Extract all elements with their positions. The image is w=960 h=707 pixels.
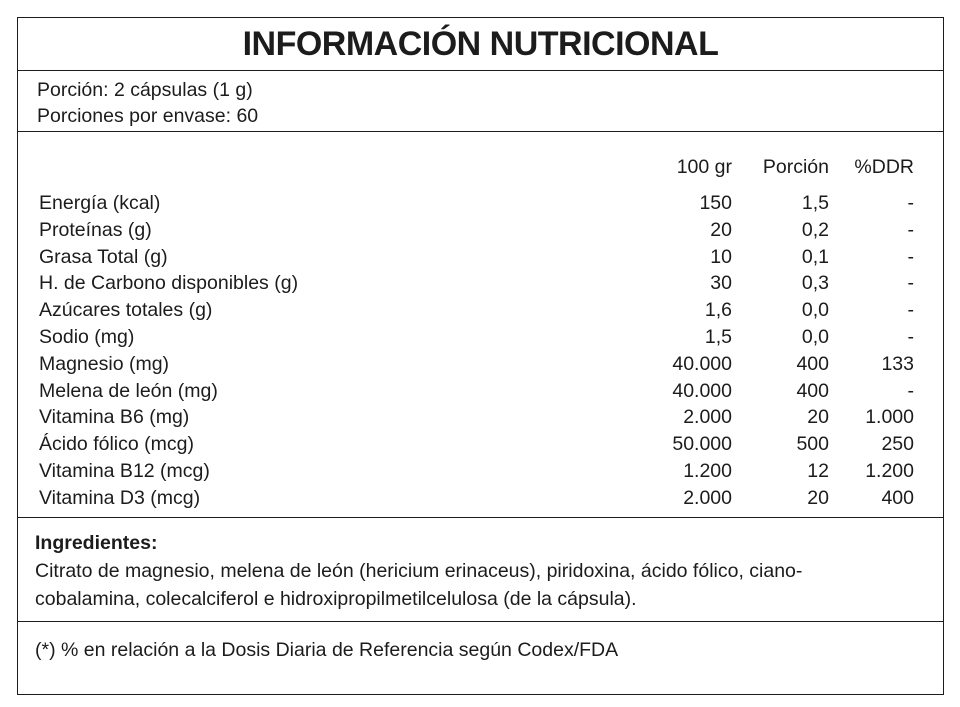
value-per-100gr: 1.200 <box>683 460 732 482</box>
title-row <box>18 18 943 71</box>
value-per-100gr: 30 <box>710 272 732 295</box>
value-per-portion: 400 <box>796 352 829 375</box>
nutrient-name: Grasa Total (g) <box>39 245 168 268</box>
nutrient-table <box>18 132 943 518</box>
value-ddr: 1.200 <box>865 460 914 482</box>
value-per-100gr: 50.000 <box>672 433 732 456</box>
value-ddr: - <box>907 272 914 295</box>
value-per-100gr: 40.000 <box>672 379 732 402</box>
value-per-100gr: 150 <box>699 192 732 214</box>
value-ddr: 250 <box>881 433 914 456</box>
value-per-100gr: 40.000 <box>672 352 732 375</box>
value-per-portion: 500 <box>796 433 829 456</box>
nutrient-name: Magnesio (mg) <box>39 352 170 375</box>
page-title: INFORMACIÓN NUTRICIONAL <box>242 24 719 63</box>
value-per-portion: 0,0 <box>801 299 829 322</box>
nutrient-name: Vitamina B6 (mg) <box>39 406 190 429</box>
value-ddr: - <box>907 379 914 402</box>
nutrient-name: Melena de león (mg) <box>39 379 218 402</box>
value-per-100gr: 10 <box>710 245 732 268</box>
value-per-portion: 0,2 <box>801 218 829 241</box>
value-ddr: - <box>907 299 914 322</box>
nutrient-name: Azúcares totales (g) <box>39 299 213 322</box>
value-ddr: 400 <box>881 486 914 509</box>
value-per-portion: 0,1 <box>801 245 829 268</box>
value-per-100gr: 2.000 <box>683 486 732 509</box>
ingredients-text-line-1: Citrato de magnesio, melena de león (hericium erinaceus), piridoxina, ácido fólico, ciano- <box>35 560 803 582</box>
servings-per-container: Porciones por envase: 60 <box>37 105 259 127</box>
nutrient-name: Vitamina D3 (mcg) <box>39 486 201 509</box>
nutrient-name: Ácido fólico (mcg) <box>39 433 194 456</box>
ingredients-section <box>18 518 943 622</box>
nutrient-name: Vitamina B12 (mcg) <box>39 460 210 482</box>
serving-info <box>18 71 943 132</box>
nutrient-name: Energía (kcal) <box>39 192 161 214</box>
value-ddr: - <box>907 218 914 241</box>
nutrient-name: Sodio (mg) <box>39 326 135 348</box>
value-ddr: 133 <box>881 352 914 375</box>
footnote: (*) % en relación a la Dosis Diaria de Referencia según Codex/FDA <box>35 639 619 661</box>
ingredients-text-line-2: cobalamina, colecalciferol e hidroxipropilmetilcelulosa (de la cápsula). <box>35 588 637 610</box>
value-per-portion: 0,3 <box>801 272 829 295</box>
value-per-portion: 12 <box>807 460 829 482</box>
value-per-100gr: 20 <box>710 218 732 241</box>
value-per-portion: 20 <box>807 486 829 509</box>
value-per-100gr: 1,6 <box>704 299 732 322</box>
value-ddr: 1.000 <box>865 406 914 429</box>
column-header-portion: Porción <box>762 156 829 178</box>
serving-size: Porción: 2 cápsulas (1 g) <box>37 79 253 101</box>
value-per-portion: 0,0 <box>801 326 829 348</box>
nutrient-name: H. de Carbono disponibles (g) <box>39 272 299 295</box>
value-ddr: - <box>907 192 914 214</box>
value-per-portion: 20 <box>807 406 829 429</box>
nutrition-facts-label <box>17 17 944 695</box>
value-per-portion: 400 <box>796 379 829 402</box>
column-header-ddr: %DDR <box>854 156 914 178</box>
value-per-portion: 1,5 <box>801 192 829 214</box>
value-ddr: - <box>907 245 914 268</box>
nutrient-name: Proteínas (g) <box>39 218 152 241</box>
column-header-100gr: 100 gr <box>676 156 732 178</box>
value-per-100gr: 1,5 <box>704 326 732 348</box>
value-ddr: - <box>907 326 914 348</box>
value-per-100gr: 2.000 <box>683 406 732 429</box>
ingredients-title: Ingredientes: <box>35 532 158 554</box>
